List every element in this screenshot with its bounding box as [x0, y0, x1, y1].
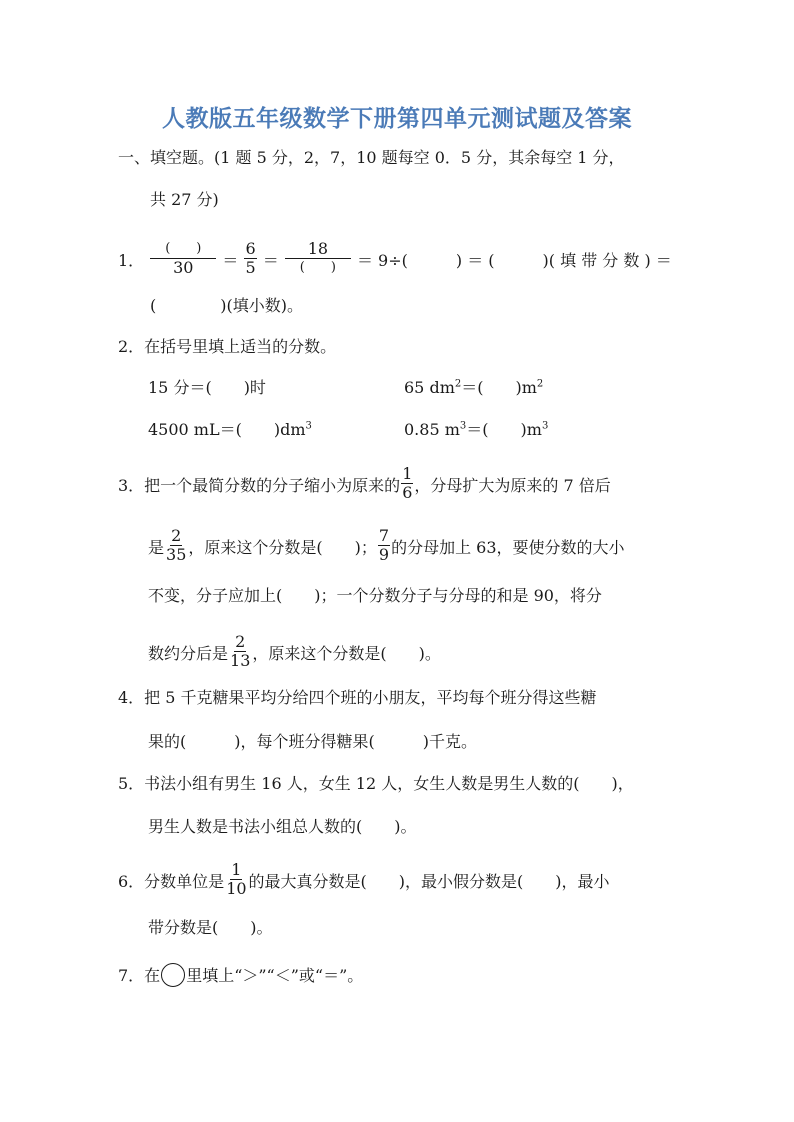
fraction-one-sixth: $\frac{1}{6}$	[402, 464, 413, 502]
question-1-rest: ＝ 9÷( ) ＝ ( )( 填 带 分 数 ) ＝	[356, 251, 672, 270]
question-number: 1．	[118, 251, 145, 270]
question-6-line2: 带分数是( )。	[148, 918, 273, 937]
question-5-line1: 5．书法小组有男生 16 人，女生 12 人，女生人数是男生人数的( )，	[118, 774, 634, 793]
question-3-line1: 3．把一个最简分数的分子缩小为原来的 $\frac{1}{6}$ ，分母扩大为原来的 7 倍后	[118, 464, 611, 502]
fraction-six-fifths: $\frac{6}{5}$	[245, 239, 256, 277]
question-2-prompt: 2．在括号里填上适当的分数。	[118, 337, 337, 356]
question-4-line1: 4．把 5 千克糖果平均分给四个班的小朋友，平均每个班分得这些糖	[118, 688, 597, 707]
question-7-line: 7．在 里填上“＞”“＜”或“＝”。	[118, 963, 363, 987]
fraction-2-over-13: $\frac{2}{13}$	[230, 632, 251, 670]
question-3-line3: 不变，分子应加上( )；一个分数分子与分母的和是 90，将分	[148, 586, 602, 605]
question-2-item-c: 4500 mL＝( )$dm^3$	[148, 420, 312, 439]
fraction-blank-over-30: $\frac{( )}{30}$	[150, 240, 216, 277]
page-title: 人教版五年级数学下册第四单元测试题及答案	[162, 106, 632, 132]
section-header-line2: 共 27 分)	[150, 190, 219, 209]
question-2-item-d: 0.85 $m^3=$( )$m^3$	[404, 420, 549, 439]
section-header-line1: 一、填空题。(1 题 5 分，2，7，10 题每空 0．5 分，其余每空 1 分，	[118, 148, 625, 167]
fraction-2-over-35: $\frac{2}{35}$	[166, 526, 187, 564]
fraction-7-over-9: $\frac{7}{9}$	[378, 526, 390, 564]
question-3-line4: 数约分后是 $\frac{2}{13}$ ，原来这个分数是( )。	[148, 632, 441, 670]
question-4-line2: 果的( )，每个班分得糖果( )千克。	[148, 732, 477, 751]
question-1-line2: ( )(填小数)。	[150, 296, 303, 315]
question-6-line1: 6．分数单位是 $\frac{1}{10}$ 的最大真分数是( )，最小假分数是( )，最小	[118, 860, 610, 898]
comparison-circle-icon	[161, 963, 185, 987]
fraction-18-over-blank: $\frac{18}{( )}$	[285, 240, 351, 277]
fraction-1-over-10: $\frac{1}{10}$	[226, 860, 247, 898]
question-5-line2: 男生人数是书法小组总人数的( )。	[148, 817, 417, 836]
question-3-line2: 是 $\frac{2}{35}$ ，原来这个分数是( )； $\frac{7}{9}$ 的分母加上 63，要使分数的大小	[148, 526, 625, 564]
question-2-item-a: 15 分＝( )时	[148, 378, 266, 397]
question-2-item-b: 65 $dm^2=$( )$m^2$	[404, 378, 544, 397]
question-1-line1: 1． $\frac{( )}{30}$ ＝ $\frac{6}{5}$ ＝ $\frac{18}{( )}$ ＝ 9÷( ) ＝ ( )( 填 带 分 数 ) ＝	[118, 239, 672, 277]
